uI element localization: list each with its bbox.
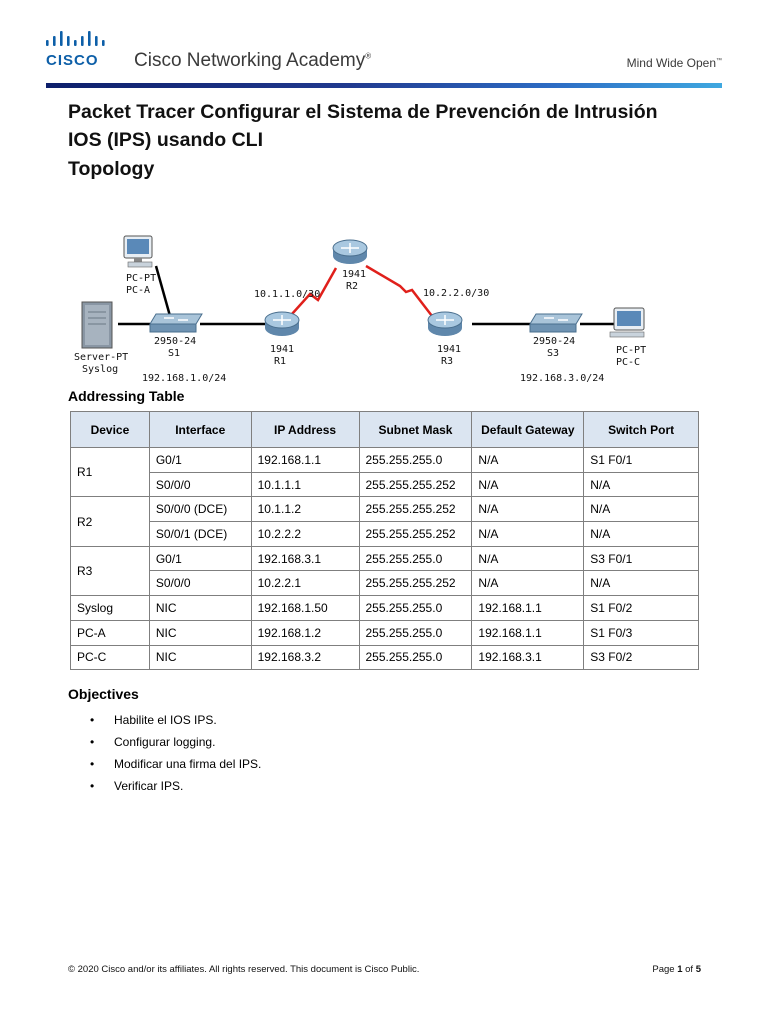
interface-cell: G0/1 — [149, 546, 251, 571]
port-cell: S1 F0/3 — [584, 620, 699, 645]
port-cell: S3 F0/2 — [584, 645, 699, 670]
device-cell: R3 — [71, 546, 150, 595]
table-row — [71, 522, 699, 547]
header-gradient-rule — [46, 83, 722, 88]
pca-model-label: PC-PT — [126, 273, 157, 284]
port-cell: N/A — [584, 522, 699, 547]
pcc-name-label: PC-C — [616, 357, 641, 368]
s3-model-label: 2950-24 — [533, 336, 576, 347]
copyright-notice: © 2020 Cisco and/or its affiliates. All rights reserved. This document is Cisco Public. — [68, 964, 420, 975]
interface-cell: G0/1 — [149, 448, 251, 473]
r1-r2-subnet-label: 10.1.1.0/30 — [254, 289, 321, 300]
document-title: Packet Tracer Configurar el Sistema de Prevención de Intrusión IOS (IPS) usando CLI — [68, 101, 658, 151]
table-row — [71, 472, 699, 497]
academy-name: Cisco Networking Academy® — [134, 50, 372, 71]
server-name-label: Syslog — [82, 364, 119, 375]
ip-cell: 192.168.3.2 — [251, 645, 359, 670]
gateway-cell: N/A — [472, 472, 584, 497]
tagline: Mind Wide Open™ — [626, 56, 722, 70]
column-header: Switch Port — [584, 412, 699, 448]
port-cell: N/A — [584, 472, 699, 497]
mask-cell: 255.255.255.0 — [359, 645, 472, 670]
bullet: • — [90, 779, 95, 793]
interface-cell: S0/0/0 — [149, 472, 251, 497]
list-item: • Modificar una firma del IPS. — [90, 757, 262, 771]
device-cell: Syslog — [71, 596, 150, 621]
mask-cell: 255.255.255.252 — [359, 472, 472, 497]
interface-cell: NIC — [149, 645, 251, 670]
device-cell: PC-C — [71, 645, 150, 670]
mask-cell: 255.255.255.252 — [359, 522, 472, 547]
column-header: Default Gateway — [472, 412, 584, 448]
s3-name-label: S3 — [547, 348, 560, 359]
interface-cell: NIC — [149, 620, 251, 645]
objectives-heading: Objectives — [68, 686, 139, 702]
server-icon — [82, 302, 112, 348]
r2-name-label: R2 — [346, 281, 359, 292]
column-header: Device — [71, 412, 150, 448]
r3-model-label: 1941 — [437, 344, 462, 355]
table-row — [71, 448, 699, 473]
ip-cell: 192.168.1.50 — [251, 596, 359, 621]
page-header — [0, 0, 768, 88]
gateway-cell: 192.168.1.1 — [472, 596, 584, 621]
table-row — [71, 497, 699, 522]
router-icon — [265, 312, 299, 336]
bullet: • — [90, 713, 95, 727]
r3-name-label: R3 — [441, 356, 454, 367]
objectives-list — [90, 712, 261, 800]
mask-cell: 255.255.255.252 — [359, 571, 472, 596]
ip-cell: 192.168.1.2 — [251, 620, 359, 645]
port-cell: N/A — [584, 497, 699, 522]
topology-heading: Topology — [68, 158, 155, 180]
table-row — [71, 645, 699, 670]
lan1-subnet-label: 192.168.1.0/24 — [142, 373, 227, 384]
pca-name-label: PC-A — [126, 285, 151, 296]
mask-cell: 255.255.255.252 — [359, 497, 472, 522]
list-item: • Configurar logging. — [90, 735, 216, 749]
lan3-subnet-label: 192.168.3.0/24 — [520, 373, 605, 384]
r2-model-label: 1941 — [342, 269, 367, 280]
port-cell: N/A — [584, 571, 699, 596]
cisco-wordmark: CISCO — [46, 52, 99, 69]
r2-r3-subnet-label: 10.2.2.0/30 — [423, 288, 490, 299]
addressing-table-heading: Addressing Table — [68, 388, 185, 404]
ip-cell: 10.1.1.2 — [251, 497, 359, 522]
mask-cell: 255.255.255.0 — [359, 620, 472, 645]
pcc-model-label: PC-PT — [616, 345, 647, 356]
gateway-cell: 192.168.1.1 — [472, 620, 584, 645]
gateway-cell: N/A — [472, 546, 584, 571]
s1-model-label: 2950-24 — [154, 336, 197, 347]
gateway-cell: N/A — [472, 571, 584, 596]
table-row — [71, 596, 699, 621]
port-cell: S1 F0/2 — [584, 596, 699, 621]
interface-cell: S0/0/0 (DCE) — [149, 497, 251, 522]
list-item: • Verificar IPS. — [90, 779, 184, 793]
port-cell: S3 F0/1 — [584, 546, 699, 571]
gateway-cell: 192.168.3.1 — [472, 645, 584, 670]
device-cell: R1 — [71, 448, 150, 497]
r1-name-label: R1 — [274, 356, 287, 367]
interface-cell: NIC — [149, 596, 251, 621]
port-cell: S1 F0/1 — [584, 448, 699, 473]
ip-cell: 10.2.2.2 — [251, 522, 359, 547]
table-row — [71, 620, 699, 645]
interface-cell: S0/0/0 — [149, 571, 251, 596]
table-row — [71, 571, 699, 596]
table-header-row — [71, 412, 699, 448]
ip-cell: 192.168.3.1 — [251, 546, 359, 571]
s1-name-label: S1 — [168, 348, 181, 359]
gateway-cell: N/A — [472, 448, 584, 473]
mask-cell: 255.255.255.0 — [359, 546, 472, 571]
addressing-table — [70, 411, 699, 670]
mask-cell: 255.255.255.0 — [359, 448, 472, 473]
column-header: IP Address — [251, 412, 359, 448]
device-cell: R2 — [71, 497, 150, 546]
column-header: Subnet Mask — [359, 412, 472, 448]
server-model-label: Server-PT — [74, 352, 129, 363]
column-header: Interface — [149, 412, 251, 448]
page-number: Page 1 of 5 — [652, 964, 701, 975]
gateway-cell: N/A — [472, 497, 584, 522]
switch-icon — [150, 314, 202, 332]
switch-icon — [530, 314, 582, 332]
interface-cell: S0/0/1 (DCE) — [149, 522, 251, 547]
bullet: • — [90, 757, 95, 771]
pc-icon — [124, 236, 152, 267]
list-item: • Habilite el IOS IPS. — [90, 713, 217, 727]
gateway-cell: N/A — [472, 522, 584, 547]
bullet: • — [90, 735, 95, 749]
mask-cell: 255.255.255.0 — [359, 596, 472, 621]
device-cell: PC-A — [71, 620, 150, 645]
ip-cell: 10.1.1.1 — [251, 472, 359, 497]
topology-diagram — [60, 226, 720, 390]
r1-model-label: 1941 — [270, 344, 295, 355]
cisco-logo-icon — [46, 31, 114, 49]
table-row — [71, 546, 699, 571]
pc-icon — [610, 308, 644, 337]
router-icon — [428, 312, 462, 336]
router-icon — [333, 240, 367, 264]
link-pca-s1 — [156, 266, 170, 316]
ip-cell: 10.2.2.1 — [251, 571, 359, 596]
ip-cell: 192.168.1.1 — [251, 448, 359, 473]
